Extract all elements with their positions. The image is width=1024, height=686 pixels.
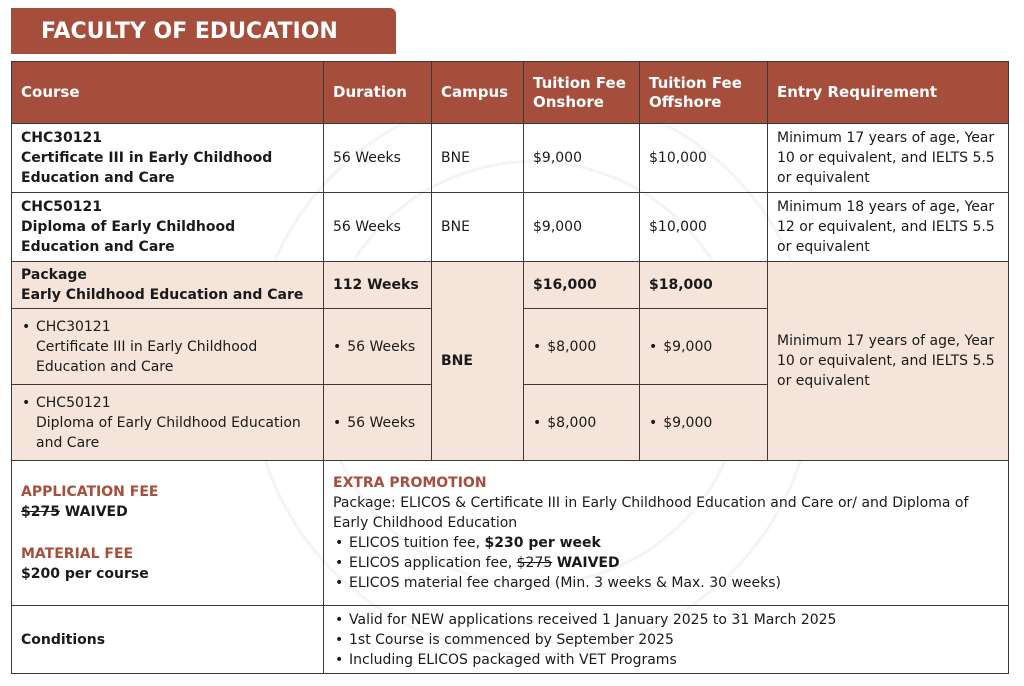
course-code: CHC50121 xyxy=(21,199,102,215)
list-item: • ELICOS tuition fee, $230 per week xyxy=(349,533,999,553)
bullet-icon: • xyxy=(22,318,31,335)
campus-cell: BNE xyxy=(432,193,524,262)
fees-promotion-row xyxy=(12,461,1009,606)
package-item-duration-cell: • 56 Weeks xyxy=(324,385,432,461)
table-row xyxy=(12,124,1009,193)
package-item-course-cell xyxy=(12,385,324,461)
list-item: • ELICOS material fee charged (Min. 3 weeks & Max. 30 weeks) xyxy=(349,573,999,593)
package-label: Package xyxy=(21,267,87,283)
course-table xyxy=(11,61,1009,674)
bullet-icon: • xyxy=(333,414,342,431)
column-header: Tuition Fee Onshore xyxy=(524,62,640,124)
package-item-name: Certificate III in Early Childhood Education and Care xyxy=(36,338,258,375)
list-item: • Valid for NEW applications received 1 January 2025 to 31 March 2025 xyxy=(349,610,999,630)
column-header: Course xyxy=(12,62,324,124)
conditions-list xyxy=(333,610,999,670)
column-header: Entry Requirement xyxy=(768,62,1009,124)
bullet-icon: • xyxy=(22,394,31,411)
column-header: Tuition Fee Offshore xyxy=(640,62,768,124)
package-item-name: Diploma of Early Childhood Education and Care xyxy=(36,414,301,451)
package-name: Early Childhood Education and Care xyxy=(21,287,304,303)
column-header: Duration xyxy=(324,62,432,124)
list-item: • Including ELICOS packaged with VET Programs xyxy=(349,650,999,670)
promotion-list xyxy=(333,533,999,593)
page-title: FACULTY OF EDUCATION xyxy=(11,8,396,54)
package-item-offshore-cell: • $9,000 xyxy=(640,385,768,461)
list-item: • ELICOS application fee, $275 WAIVED xyxy=(349,553,999,573)
table-header-row xyxy=(12,62,1009,124)
offshore-fee-cell: $10,000 xyxy=(640,124,768,193)
promotion-cell xyxy=(324,461,1009,606)
package-item-code: CHC50121 xyxy=(36,394,111,411)
entry-requirement-cell: Minimum 18 years of age, Year 12 or equivalent, and IELTS 5.5 or equivalent xyxy=(768,193,1009,262)
package-offshore-cell: $18,000 xyxy=(640,262,768,309)
list-item: • 1st Course is commenced by September 2025 xyxy=(349,630,999,650)
offshore-fee-cell: $10,000 xyxy=(640,193,768,262)
course-cell xyxy=(12,193,324,262)
conditions-cell xyxy=(324,606,1009,674)
course-cell xyxy=(12,124,324,193)
promotion-intro: Package: ELICOS & Certificate III in Early Childhood Education and Care or/ and Diploma of Early Childhood Education xyxy=(333,495,969,531)
material-fee-value: $200 per course xyxy=(21,566,149,582)
course-name: Diploma of Early Childhood Education and Care xyxy=(21,219,236,255)
campus-cell: BNE xyxy=(432,124,524,193)
package-item-onshore-cell: • $8,000 xyxy=(524,385,640,461)
package-row xyxy=(12,262,1009,309)
table-row xyxy=(12,193,1009,262)
application-fee-label: APPLICATION FEE xyxy=(21,484,159,500)
promotion-title: EXTRA PROMOTION xyxy=(333,475,487,491)
package-campus-cell: BNE xyxy=(432,262,524,461)
package-course-cell xyxy=(12,262,324,309)
bullet-icon: • xyxy=(533,338,542,355)
onshore-fee-cell: $9,000 xyxy=(524,124,640,193)
material-fee-label: MATERIAL FEE xyxy=(21,546,134,562)
bullet-icon: • xyxy=(649,414,658,431)
package-item-duration-cell: • 56 Weeks xyxy=(324,309,432,385)
application-fee-value: $275 WAIVED xyxy=(21,504,128,520)
bullet-icon: • xyxy=(533,414,542,431)
package-item-onshore-cell: • $8,000 xyxy=(524,309,640,385)
course-code: CHC30121 xyxy=(21,130,102,146)
package-item-code: CHC30121 xyxy=(36,318,111,335)
package-item-offshore-cell: • $9,000 xyxy=(640,309,768,385)
bullet-icon: • xyxy=(333,338,342,355)
conditions-label: Conditions xyxy=(12,606,324,674)
package-onshore-cell: $16,000 xyxy=(524,262,640,309)
fees-cell xyxy=(12,461,324,606)
duration-cell: 56 Weeks xyxy=(324,193,432,262)
bullet-icon: • xyxy=(649,338,658,355)
package-duration-cell: 112 Weeks xyxy=(324,262,432,309)
course-name: Certificate III in Early Childhood Education and Care xyxy=(21,150,273,186)
onshore-fee-cell: $9,000 xyxy=(524,193,640,262)
entry-requirement-cell: Minimum 17 years of age, Year 10 or equivalent, and IELTS 5.5 or equivalent xyxy=(768,124,1009,193)
package-entry-requirement-cell: Minimum 17 years of age, Year 10 or equivalent, and IELTS 5.5 or equivalent xyxy=(768,262,1009,461)
column-header: Campus xyxy=(432,62,524,124)
package-item-course-cell xyxy=(12,309,324,385)
conditions-row xyxy=(12,606,1009,674)
duration-cell: 56 Weeks xyxy=(324,124,432,193)
